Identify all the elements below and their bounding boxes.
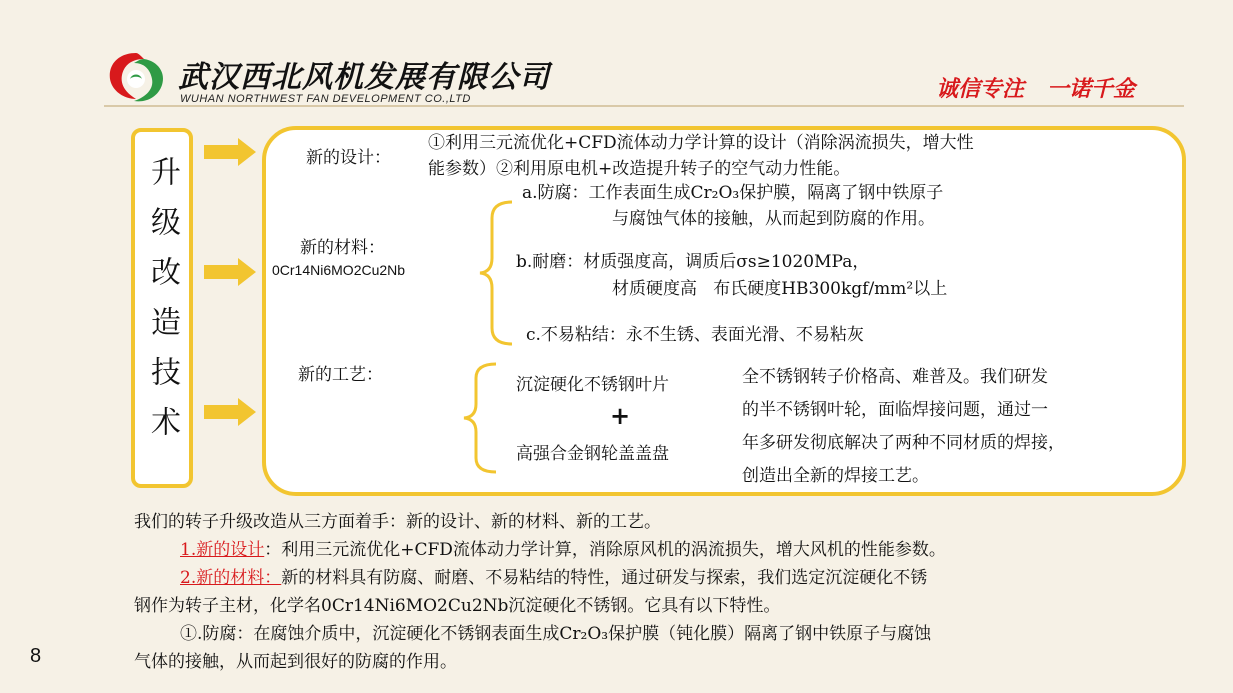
- material-a-line2: 与腐蚀气体的接触，从而起到防腐的作用。: [612, 209, 935, 229]
- page-number: 8: [30, 645, 42, 667]
- process-label: 新的工艺：: [298, 365, 383, 385]
- process-desc-line2: 的半不锈钢叶轮，面临焊接问题，通过一: [742, 400, 1048, 420]
- process-desc-line1: 全不锈钢转子价格高、难普及。我们研发: [742, 367, 1048, 387]
- process-item2: 高强合金钢轮盖盖盘: [516, 444, 669, 464]
- side-title: 升级改造技术: [145, 156, 180, 456]
- company-logo: [104, 49, 168, 105]
- process-item1: 沉淀硬化不锈钢叶片: [516, 375, 669, 395]
- side-title-box: [131, 128, 193, 488]
- process-desc-line3: 年多研发彻底解决了两种不同材质的焊接，: [742, 433, 1065, 453]
- intro-text: 我们的转子升级改造从三方面着手：新的设计、新的材料、新的工艺。: [134, 512, 661, 532]
- company-name-cn: 武汉西北风机发展有限公司: [178, 60, 550, 95]
- para-design: [180, 536, 946, 564]
- material-c-line: c.不易粘结：永不生锈、表面光滑、不易粘灰: [526, 325, 864, 345]
- material-b-line1: b.耐磨：材质强度高，调质后σs≥1020MPa，: [516, 252, 870, 272]
- material-a-line1: a.防腐：工作表面生成Cr₂O₃保护膜，隔离了钢中铁原子: [522, 183, 944, 203]
- arrow-right-icon: [204, 138, 256, 166]
- para-material-text: 新的材料具有防腐、耐磨、不易粘结的特性，通过研发与探索，我们选定沉淀硬化不锈: [281, 568, 928, 588]
- para-material-label: 2.新的材料：: [180, 568, 282, 588]
- para-material: [180, 564, 927, 592]
- arrow-right-icon: [204, 398, 256, 426]
- para-anticorrosion: ①.防腐：在腐蚀介质中，沉淀硬化不锈钢表面生成Cr₂O₃保护膜（钝化膜）隔离了钢中铁原子与腐蚀: [180, 624, 932, 644]
- slogan: 诚信专注 一诺千金: [936, 77, 1135, 102]
- header-divider: [104, 105, 1184, 107]
- design-label: 新的设计：: [306, 148, 391, 168]
- arrow-right-icon: [204, 258, 256, 286]
- design-text-line2: 能参数）②利用原电机+改造提升转子的空气动力性能。: [428, 159, 851, 179]
- company-name-en: WUHAN NORTHWEST FAN DEVELOPMENT CO.,LTD: [180, 93, 471, 105]
- process-plus: +: [610, 401, 631, 430]
- para-design-label: 1.新的设计: [180, 540, 265, 560]
- material-label: 新的材料：: [300, 238, 385, 258]
- process-desc-line4: 创造出全新的焊接工艺。: [742, 466, 929, 486]
- design-text-line1: ①利用三元流优化+CFD流体动力学计算的设计（消除涡流损失，增大性: [428, 133, 974, 153]
- para-anticorrosion-cont: 气体的接触，从而起到很好的防腐的作用。: [134, 652, 457, 672]
- material-b-line2: 材质硬度高 布氏硬度HB300kgf/mm²以上: [612, 279, 948, 299]
- brace-icon: [478, 200, 514, 346]
- para-material-cont: 钢作为转子主材，化学名0Cr14Ni6MO2Cu2Nb沉淀硬化不锈钢。它具有以下特性。: [134, 596, 781, 616]
- brace-icon: [462, 362, 498, 474]
- para-design-text: ：利用三元流优化+CFD流体动力学计算，消除原风机的涡流损失，增大风机的性能参数。: [264, 540, 946, 560]
- material-code: 0Cr14Ni6MO2Cu2Nb: [272, 262, 406, 278]
